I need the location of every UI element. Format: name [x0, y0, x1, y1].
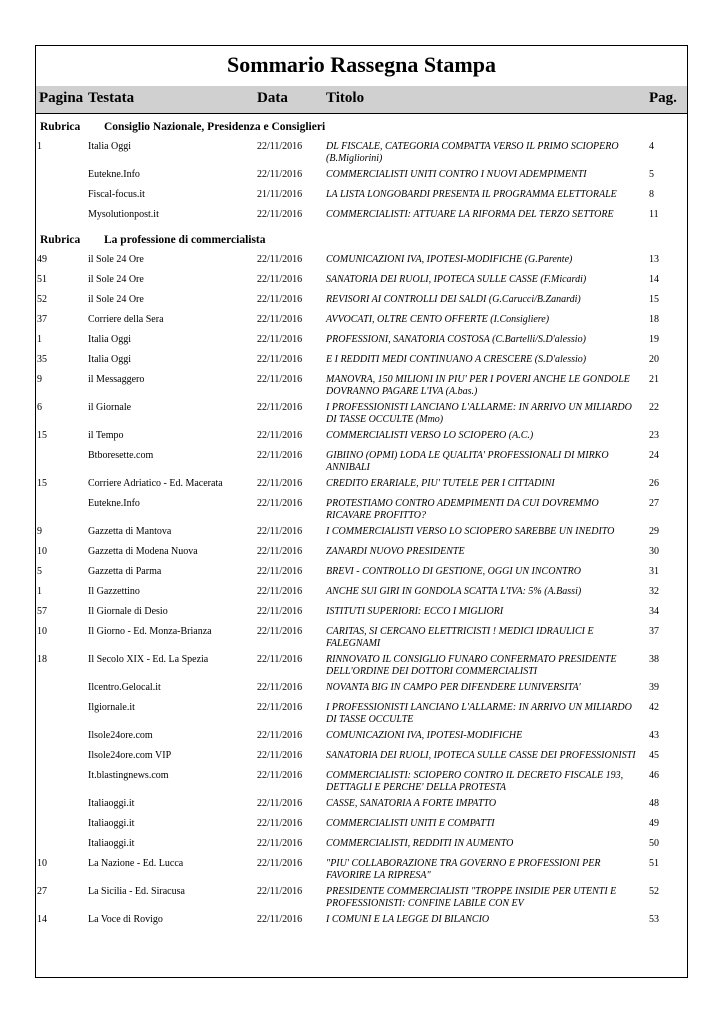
header-data: Data: [257, 90, 288, 106]
cell-pagina: 6: [37, 402, 42, 413]
cell-pag: 27: [649, 498, 659, 509]
cell-titolo[interactable]: ISTITUTI SUPERIORI: ECCO I MIGLIORI: [326, 606, 504, 617]
cell-pagina: 35: [37, 354, 47, 365]
cell-pagina: 1: [37, 334, 42, 345]
table-header: [36, 86, 687, 114]
cell-pag: 29: [649, 526, 659, 537]
cell-testata: il Messaggero: [88, 374, 145, 385]
cell-data: 22/11/2016: [257, 334, 303, 345]
cell-testata: Mysolutionpost.it: [88, 209, 159, 220]
title-bar: [36, 46, 687, 87]
cell-testata: Gazzetta di Parma: [88, 566, 162, 577]
cell-data: 22/11/2016: [257, 314, 303, 325]
cell-pagina: 57: [37, 606, 47, 617]
cell-titolo[interactable]: AVVOCATI, OLTRE CENTO OFFERTE (I.Consigliere): [326, 314, 550, 325]
cell-testata: Corriere Adriatico - Ed. Macerata: [88, 478, 223, 489]
cell-titolo[interactable]: SANATORIA DEI RUOLI, IPOTECA SULLE CASSE (F.Micardi): [326, 274, 587, 285]
cell-data: 22/11/2016: [257, 606, 303, 617]
cell-testata: il Tempo: [88, 430, 124, 441]
cell-pagina: 9: [37, 526, 42, 537]
cell-testata: il Sole 24 Ore: [88, 274, 144, 285]
cell-pag: 48: [649, 798, 659, 809]
cell-testata: Ilsole24ore.com VIP: [88, 750, 172, 761]
cell-pagina: 1: [37, 141, 42, 152]
cell-testata: Italia Oggi: [88, 141, 132, 152]
cell-pag: 18: [649, 314, 659, 325]
cell-pagina: 49: [37, 254, 47, 265]
cell-data: 22/11/2016: [257, 478, 303, 489]
cell-data: 22/11/2016: [257, 682, 303, 693]
cell-titolo[interactable]: E I REDDITI MEDI CONTINUANO A CRESCERE (S.D'alessio): [326, 354, 587, 365]
cell-data: 22/11/2016: [257, 838, 303, 849]
cell-titolo[interactable]: LA LISTA LONGOBARDI PRESENTA IL PROGRAMMA ELETTORALE: [326, 189, 617, 200]
cell-titolo[interactable]: COMMERCIALISTI: ATTUARE LA RIFORMA DEL TERZO SETTORE: [326, 209, 614, 220]
page-frame: [35, 45, 688, 978]
cell-titolo[interactable]: PROFESSIONI, SANATORIA COSTOSA (C.Bartelli/S.D'alessio): [326, 334, 586, 345]
cell-titolo[interactable]: COMMERCIALISTI, REDDITI IN AUMENTO: [326, 838, 514, 849]
cell-titolo[interactable]: COMUNICAZIONI IVA, IPOTESI-MODIFICHE (G.Parente): [326, 254, 573, 265]
cell-data: 22/11/2016: [257, 886, 303, 897]
cell-titolo[interactable]: I PROFESSIONISTI LANCIANO L'ALLARME: IN ARRIVO UN MILIARDO DI TASSE OCCULTE (Mmo): [326, 402, 632, 425]
cell-testata: La Voce di Rovigo: [88, 914, 163, 925]
cell-titolo[interactable]: I COMMERCIALISTI VERSO LO SCIOPERO SAREBBE UN INEDITO: [326, 526, 615, 537]
cell-testata: Corriere della Sera: [88, 314, 164, 325]
cell-pag: 46: [649, 770, 659, 781]
cell-titolo[interactable]: REVISORI AI CONTROLLI DEI SALDI (G.Carucci/B.Zanardi): [326, 294, 581, 305]
cell-pagina: 18: [37, 654, 47, 665]
cell-titolo[interactable]: COMMERCIALISTI: SCIOPERO CONTRO IL DECRETO FISCALE 193, DETTAGLI E PERCHE' DELLA PROTESTA: [326, 770, 624, 793]
cell-pag: 39: [649, 682, 659, 693]
cell-testata: Ilgiornale.it: [88, 702, 135, 713]
cell-titolo[interactable]: I PROFESSIONISTI LANCIANO L'ALLARME: IN ARRIVO UN MILIARDO DI TASSE OCCULTE: [326, 702, 632, 725]
cell-pag: 42: [649, 702, 659, 713]
cell-pag: 34: [649, 606, 659, 617]
cell-pagina: 15: [37, 478, 47, 489]
cell-pag: 30: [649, 546, 659, 557]
cell-titolo[interactable]: RINNOVATO IL CONSIGLIO FUNARO CONFERMATO PRESIDENTE DELL'ORDINE DEI DOTTORI COMMERCIALISTI: [326, 654, 617, 677]
rubrica-label: Rubrica: [40, 121, 81, 133]
cell-titolo[interactable]: CARITAS, SI CERCANO ELETTRICISTI ! MEDICI IDRAULICI E FALEGNAMI: [326, 626, 594, 649]
cell-testata: Il Giorno - Ed. Monza-Brianza: [88, 626, 212, 637]
cell-testata: il Sole 24 Ore: [88, 294, 144, 305]
cell-testata: La Sicilia - Ed. Siracusa: [88, 886, 185, 897]
cell-testata: Gazzetta di Mantova: [88, 526, 172, 537]
cell-testata: Fiscal-focus.it: [88, 189, 145, 200]
cell-pagina: 5: [37, 566, 42, 577]
cell-data: 22/11/2016: [257, 141, 303, 152]
cell-pag: 20: [649, 354, 659, 365]
cell-pag: 37: [649, 626, 659, 637]
cell-pag: 5: [649, 169, 654, 180]
cell-pag: 22: [649, 402, 659, 413]
cell-pag: 23: [649, 430, 659, 441]
cell-testata: Italiaoggi.it: [88, 818, 135, 829]
cell-pagina: 10: [37, 858, 47, 869]
cell-pag: 19: [649, 334, 659, 345]
cell-pag: 38: [649, 654, 659, 665]
cell-testata: Italia Oggi: [88, 334, 132, 345]
cell-pag: 21: [649, 374, 659, 385]
cell-testata: Il Secolo XIX - Ed. La Spezia: [88, 654, 209, 665]
cell-pag: 43: [649, 730, 659, 741]
cell-data: 22/11/2016: [257, 209, 303, 220]
cell-testata: Eutekne.Info: [88, 169, 140, 180]
cell-data: 22/11/2016: [257, 430, 303, 441]
cell-pag: 15: [649, 294, 659, 305]
cell-data: 22/11/2016: [257, 586, 303, 597]
cell-pagina: 9: [37, 374, 42, 385]
cell-titolo[interactable]: SANATORIA DEI RUOLI, IPOTECA SULLE CASSE DEI PROFESSIONISTI: [326, 750, 636, 761]
cell-titolo[interactable]: ZANARDI NUOVO PRESIDENTE: [326, 546, 465, 557]
cell-data: 22/11/2016: [257, 169, 303, 180]
cell-testata: Gazzetta di Modena Nuova: [88, 546, 198, 557]
cell-data: 21/11/2016: [257, 189, 303, 200]
cell-pag: 53: [649, 914, 659, 925]
cell-testata: Italia Oggi: [88, 354, 132, 365]
cell-testata: Ilcentro.Gelocal.it: [88, 682, 161, 693]
cell-pag: 26: [649, 478, 659, 489]
cell-pagina: 1: [37, 586, 42, 597]
cell-titolo[interactable]: "PIU' COLLABORAZIONE TRA GOVERNO E PROFESSIONI PER FAVORIRE LA RIPRESA": [326, 858, 601, 881]
cell-titolo[interactable]: BREVI - CONTROLLO DI GESTIONE, OGGI UN INCONTRO: [326, 566, 582, 577]
cell-testata: Italiaoggi.it: [88, 838, 135, 849]
header-testata: Testata: [88, 90, 135, 106]
cell-data: 22/11/2016: [257, 254, 303, 265]
cell-pagina: 52: [37, 294, 47, 305]
cell-pag: 31: [649, 566, 659, 577]
cell-titolo[interactable]: I COMUNI E LA LEGGE DI BILANCIO: [326, 914, 490, 925]
cell-pagina: 51: [37, 274, 47, 285]
cell-data: 22/11/2016: [257, 374, 303, 385]
header-pag: Pag.: [649, 90, 677, 106]
cell-data: 22/11/2016: [257, 354, 303, 365]
cell-testata: Il Gazzettino: [88, 586, 140, 597]
cell-pagina: 15: [37, 430, 47, 441]
cell-pag: 4: [649, 141, 654, 152]
cell-testata: It.blastingnews.com: [88, 770, 169, 781]
cell-titolo[interactable]: CASSE, SANATORIA A FORTE IMPATTO: [326, 798, 497, 809]
header-titolo: Titolo: [326, 90, 365, 106]
cell-testata: il Sole 24 Ore: [88, 254, 144, 265]
cell-pagina: 10: [37, 626, 47, 637]
cell-titolo[interactable]: PRESIDENTE COMMERCIALISTI "TROPPE INSIDIE PER UTENTI E PROFESSIONISTI: CONFINE LABILE CON EV: [326, 886, 617, 909]
rubrica-name: Consiglio Nazionale, Presidenza e Consiglieri: [104, 121, 326, 133]
cell-titolo[interactable]: NOVANTA BIG IN CAMPO PER DIFENDERE LUNIVERSITA': [326, 682, 581, 693]
header-pagina: Pagina: [39, 90, 84, 106]
cell-titolo[interactable]: ANCHE SUI GIRI IN GONDOLA SCATTA L'IVA: 5% (A.Bassi): [326, 586, 582, 597]
cell-pag: 8: [649, 189, 654, 200]
cell-data: 22/11/2016: [257, 526, 303, 537]
cell-titolo[interactable]: MANOVRA, 150 MILIONI IN PIU' PER I POVERI ANCHE LE GONDOLE DOVRANNO PAGARE L'IVA (A.bas.): [326, 374, 630, 397]
cell-data: 22/11/2016: [257, 770, 303, 781]
cell-pag: 52: [649, 886, 659, 897]
cell-titolo[interactable]: COMMERCIALISTI VERSO LO SCIOPERO (A.C.): [326, 430, 534, 441]
cell-pag: 50: [649, 838, 659, 849]
cell-data: 22/11/2016: [257, 498, 303, 509]
cell-data: 22/11/2016: [257, 702, 303, 713]
cell-data: 22/11/2016: [257, 798, 303, 809]
cell-titolo[interactable]: COMUNICAZIONI IVA, IPOTESI-MODIFICHE: [326, 730, 523, 741]
cell-pag: 13: [649, 254, 659, 265]
cell-pagina: 10: [37, 546, 47, 557]
cell-pag: 11: [649, 209, 659, 220]
cell-titolo[interactable]: COMMERCIALISTI UNITI E COMPATTI: [326, 818, 495, 829]
cell-pag: 49: [649, 818, 659, 829]
cell-data: 22/11/2016: [257, 818, 303, 829]
cell-data: 22/11/2016: [257, 402, 303, 413]
cell-data: 22/11/2016: [257, 294, 303, 305]
cell-titolo[interactable]: DL FISCALE, CATEGORIA COMPATTA VERSO IL PRIMO SCIOPERO (B.Migliorini): [326, 141, 619, 164]
cell-data: 22/11/2016: [257, 450, 303, 461]
cell-testata: Eutekne.Info: [88, 498, 140, 509]
cell-data: 22/11/2016: [257, 858, 303, 869]
cell-pag: 24: [649, 450, 659, 461]
cell-data: 22/11/2016: [257, 730, 303, 741]
cell-data: 22/11/2016: [257, 654, 303, 665]
cell-data: 22/11/2016: [257, 914, 303, 925]
cell-pagina: 37: [37, 314, 47, 325]
page-title: Sommario Rassegna Stampa: [227, 52, 496, 77]
rubrica-label: Rubrica: [40, 234, 81, 246]
cell-data: 22/11/2016: [257, 274, 303, 285]
cell-titolo[interactable]: GIBIINO (OPMI) LODA LE QUALITA' PROFESSIONALI DI MIRKO ANNIBALI: [326, 450, 609, 473]
cell-testata: Ilsole24ore.com: [88, 730, 153, 741]
cell-titolo[interactable]: PROTESTIAMO CONTRO ADEMPIMENTI DA CUI DOVREMMO RICAVARE PROFITTO?: [326, 498, 599, 521]
cell-pagina: 27: [37, 886, 47, 897]
cell-testata: La Nazione - Ed. Lucca: [88, 858, 184, 869]
cell-pag: 32: [649, 586, 659, 597]
cell-pagina: 14: [37, 914, 47, 925]
cell-testata: Il Giornale di Desio: [88, 606, 168, 617]
cell-data: 22/11/2016: [257, 546, 303, 557]
cell-titolo[interactable]: CREDITO ERARIALE, PIU' TUTELE PER I CITTADINI: [326, 478, 555, 489]
cell-pag: 14: [649, 274, 659, 285]
cell-data: 22/11/2016: [257, 750, 303, 761]
rubrica-name: La professione di commercialista: [104, 234, 266, 246]
cell-testata: il Giornale: [88, 402, 132, 413]
cell-pag: 51: [649, 858, 659, 869]
cell-pag: 45: [649, 750, 659, 761]
cell-testata: Btboresette.com: [88, 450, 154, 461]
cell-titolo[interactable]: COMMERCIALISTI UNITI CONTRO I NUOVI ADEMPIMENTI: [326, 169, 587, 180]
cell-data: 22/11/2016: [257, 566, 303, 577]
cell-testata: Italiaoggi.it: [88, 798, 135, 809]
cell-data: 22/11/2016: [257, 626, 303, 637]
